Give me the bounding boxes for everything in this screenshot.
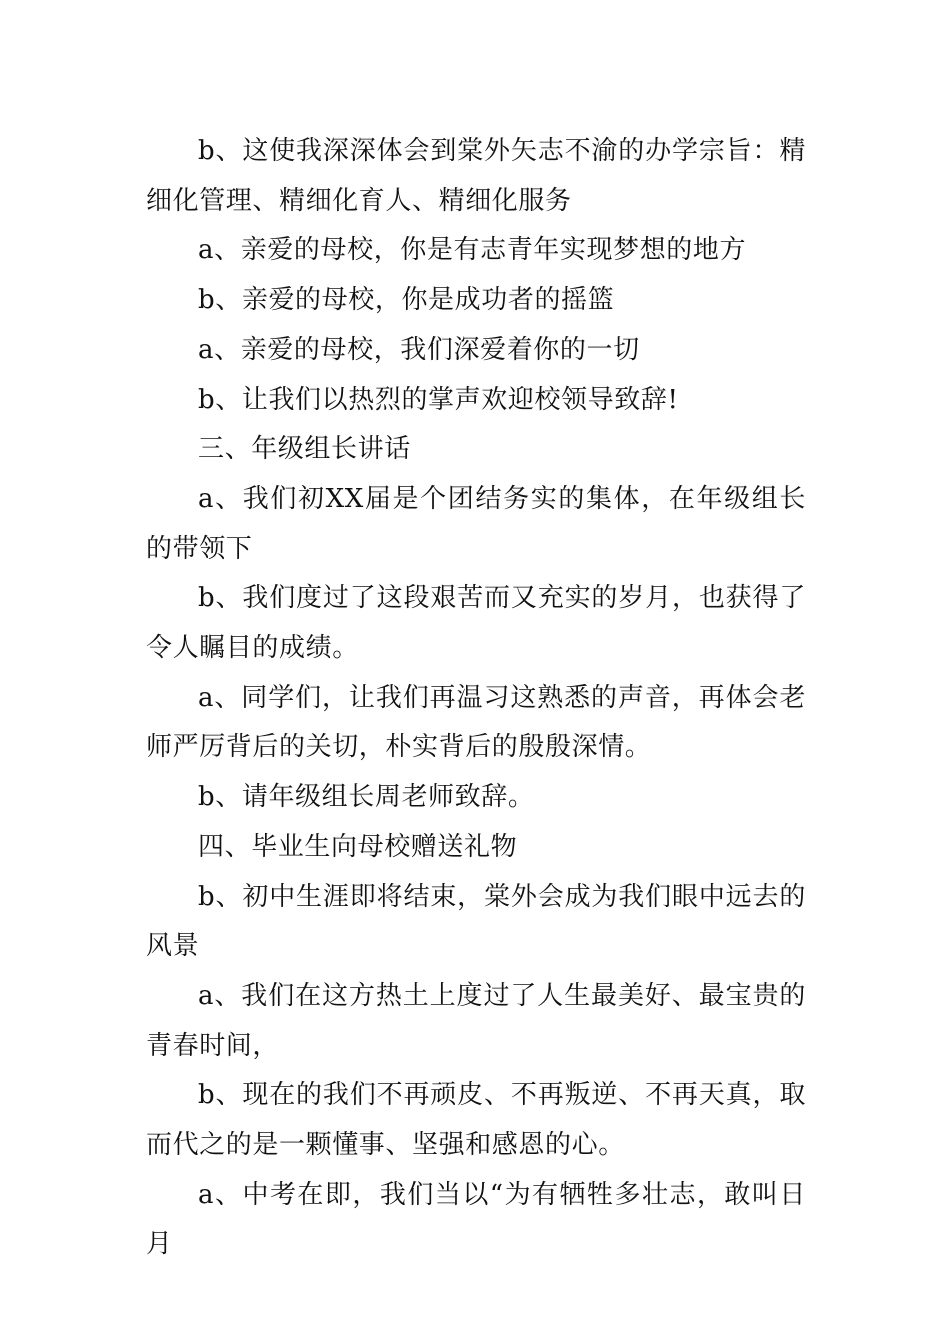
paragraph: a、我们在这方热土上度过了人生最美好、最宝贵的青春时间，	[146, 980, 806, 1061]
paragraph: b、请年级组长周老师致辞。	[198, 782, 535, 813]
paragraph: a、我们初XX届是个团结务实的集体，在年级组长的带领下	[146, 483, 806, 564]
paragraph: b、现在的我们不再顽皮、不再叛逆、不再天真，取而代之的是一颗懂事、坚强和感恩的心。	[146, 1080, 806, 1161]
paragraph: a、同学们，让我们再温习这熟悉的声音，再体会老师严厉背后的关切，朴实背后的殷殷深情。	[146, 682, 806, 763]
paragraph: b、这使我深深体会到棠外矢志不渝的办学宗旨：精细化管理、精细化育人、精细化服务	[146, 136, 806, 216]
paragraph: a、中考在即，我们当以“为有牺牲多壮志，敢叫日月	[146, 1179, 806, 1260]
document-body	[146, 127, 806, 1270]
paragraph: b、我们度过了这段艰苦而又充实的岁月，也获得了令人瞩目的成绩。	[146, 583, 806, 664]
section-heading: 三、年级组长讲话	[198, 434, 411, 465]
paragraph: a、亲爱的母校，我们深爱着你的一切	[198, 334, 640, 365]
paragraph: b、初中生涯即将结束，棠外会成为我们眼中远去的风景	[146, 881, 806, 962]
paragraph: a、亲爱的母校，你是有志青年实现梦想的地方	[198, 235, 747, 266]
paragraph: b、让我们以热烈的掌声欢迎校领导致辞!	[198, 384, 679, 415]
paragraph: b、亲爱的母校，你是成功者的摇篮	[198, 285, 615, 316]
section-heading: 四、毕业生向母校赠送礼物	[198, 831, 518, 862]
